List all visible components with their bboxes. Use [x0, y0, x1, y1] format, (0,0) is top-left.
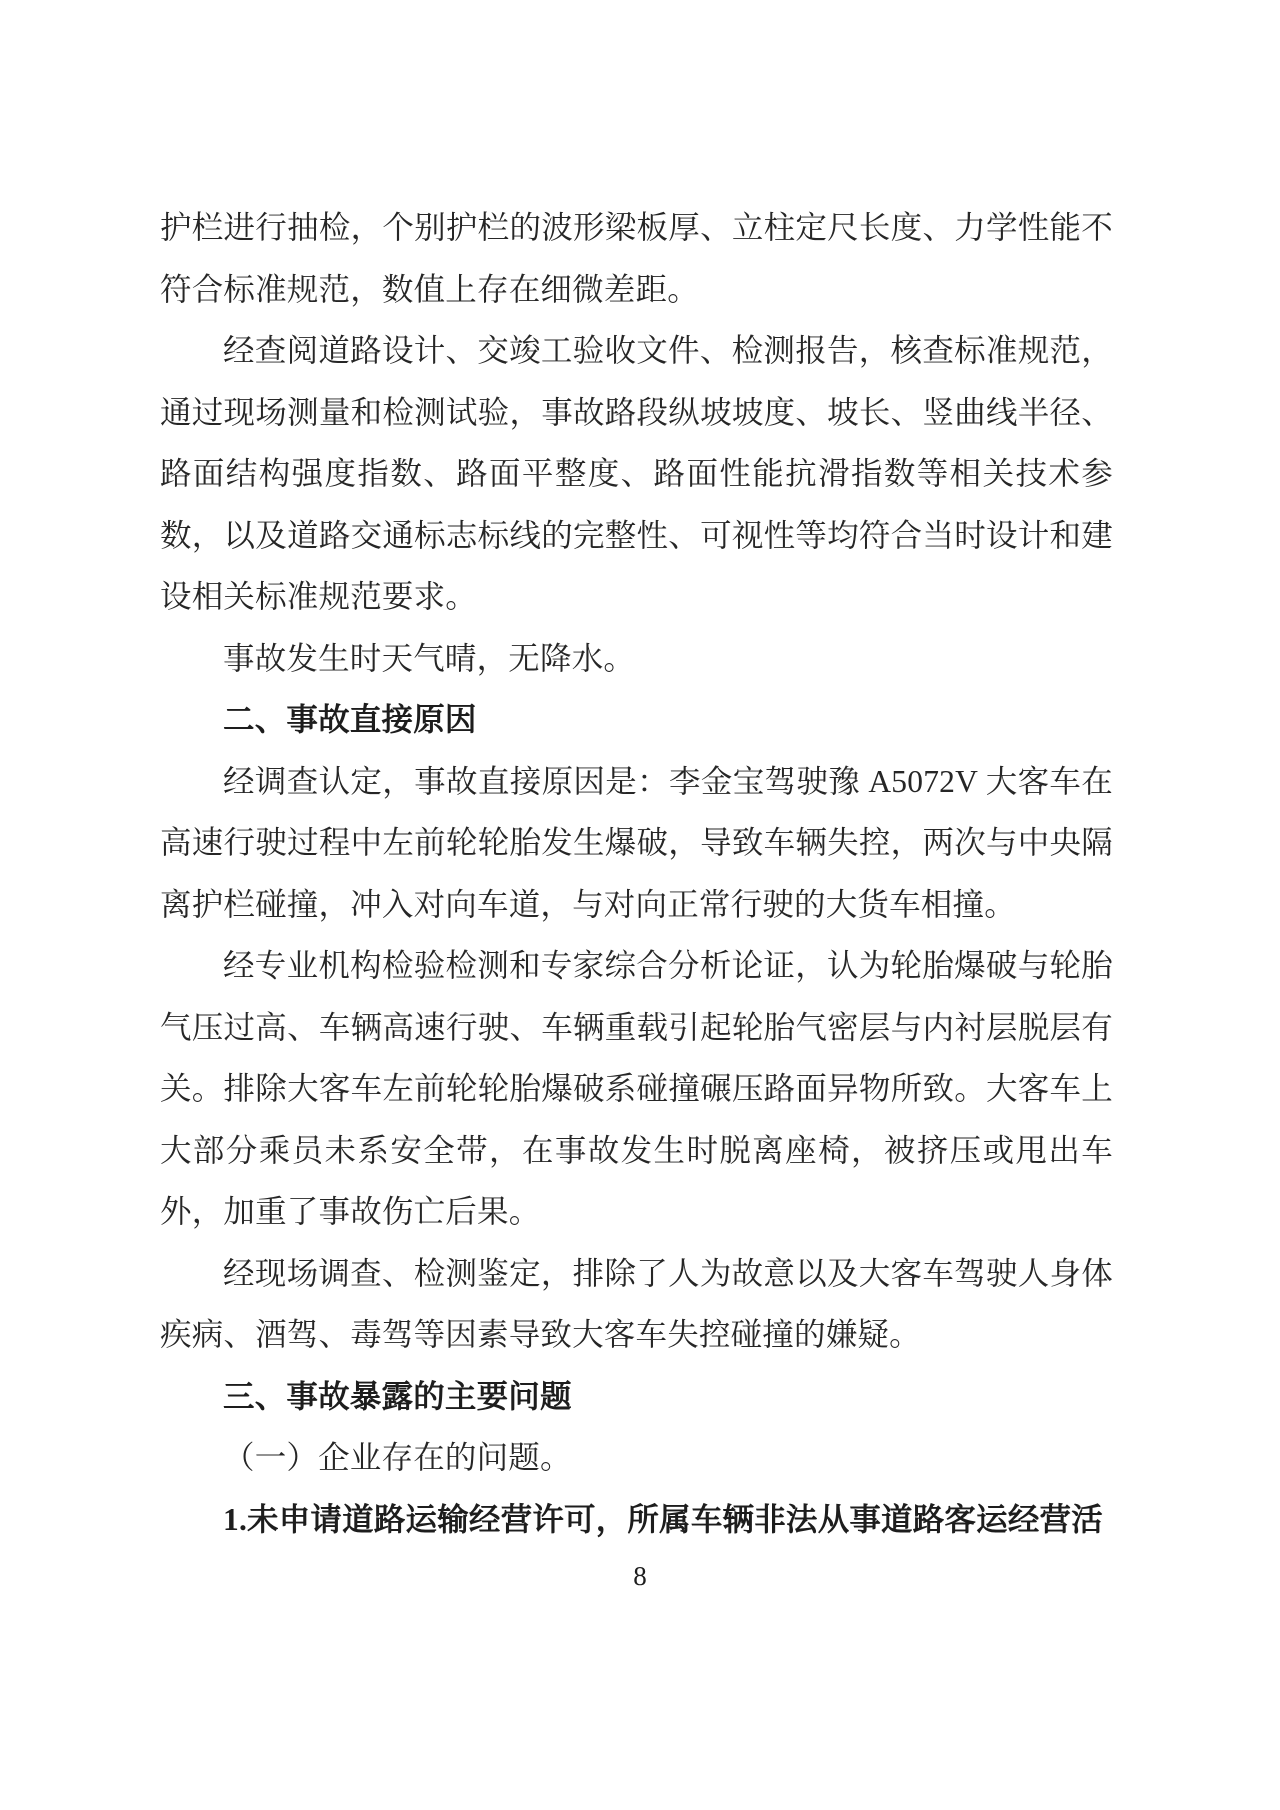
paragraph-cause-determination: 经调查认定，事故直接原因是：李金宝驾驶豫 A5072V 大客车在高速行驶过程中左前轮轮胎发生爆破，导致车辆失控，两次与中央隔离护栏碰撞，冲入对向车道，与对向正常行驶的大货车相撞。 — [160, 763, 1113, 922]
page-number: 8 — [633, 1561, 647, 1591]
subheading-enterprise-problems: （一）企业存在的问题。 — [223, 1440, 572, 1475]
paragraph-exclusion-of-factors: 经现场调查、检测鉴定，排除了人为故意以及大客车驾驶人身体疾病、酒驾、毒驾等因素导致大客车失控碰撞的嫌疑。 — [160, 1255, 1113, 1352]
paragraph-road-inspection: 经查阅道路设计、交竣工验收文件、检测报告，核查标准规范，通过现场测量和检测试验，事故路段纵坡坡度、坡长、竖曲线半径、路面结构强度指数、路面平整度、路面性能抗滑指数等相关技术参数，以及道路交通标志标线的完整性、可视性等均符合当时设计和建设相关标准规范要求。 — [160, 333, 1113, 614]
heading-direct-cause: 二、事故直接原因 — [223, 701, 477, 737]
paragraph-guardrail-sampling: 护栏进行抽检，个别护栏的波形梁板厚、立柱定尺长度、力学性能不符合标准规范，数值上存在细微差距。 — [160, 210, 1113, 307]
heading-exposed-problems: 三、事故暴露的主要问题 — [223, 1377, 572, 1414]
paragraph-expert-analysis: 经专业机构检验检测和专家综合分析论证，认为轮胎爆破与轮胎气压过高、车辆高速行驶、车辆重载引起轮胎气密层与内衬层脱层有关。排除大客车左前轮轮胎爆破系碰撞碾压路面异物所致。大客车上大部分乘员未系安全带，在事故发生时脱离座椅，被挤压或甩出车外，加重了事故伤亡后果。 — [160, 948, 1113, 1229]
document-body — [160, 197, 1113, 1550]
paragraph-weather: 事故发生时天气晴，无降水。 — [223, 640, 636, 676]
paragraph-no-transport-permit: 1.未申请道路运输经营许可，所属车辆非法从事道路客运经营活 — [223, 1501, 1103, 1537]
